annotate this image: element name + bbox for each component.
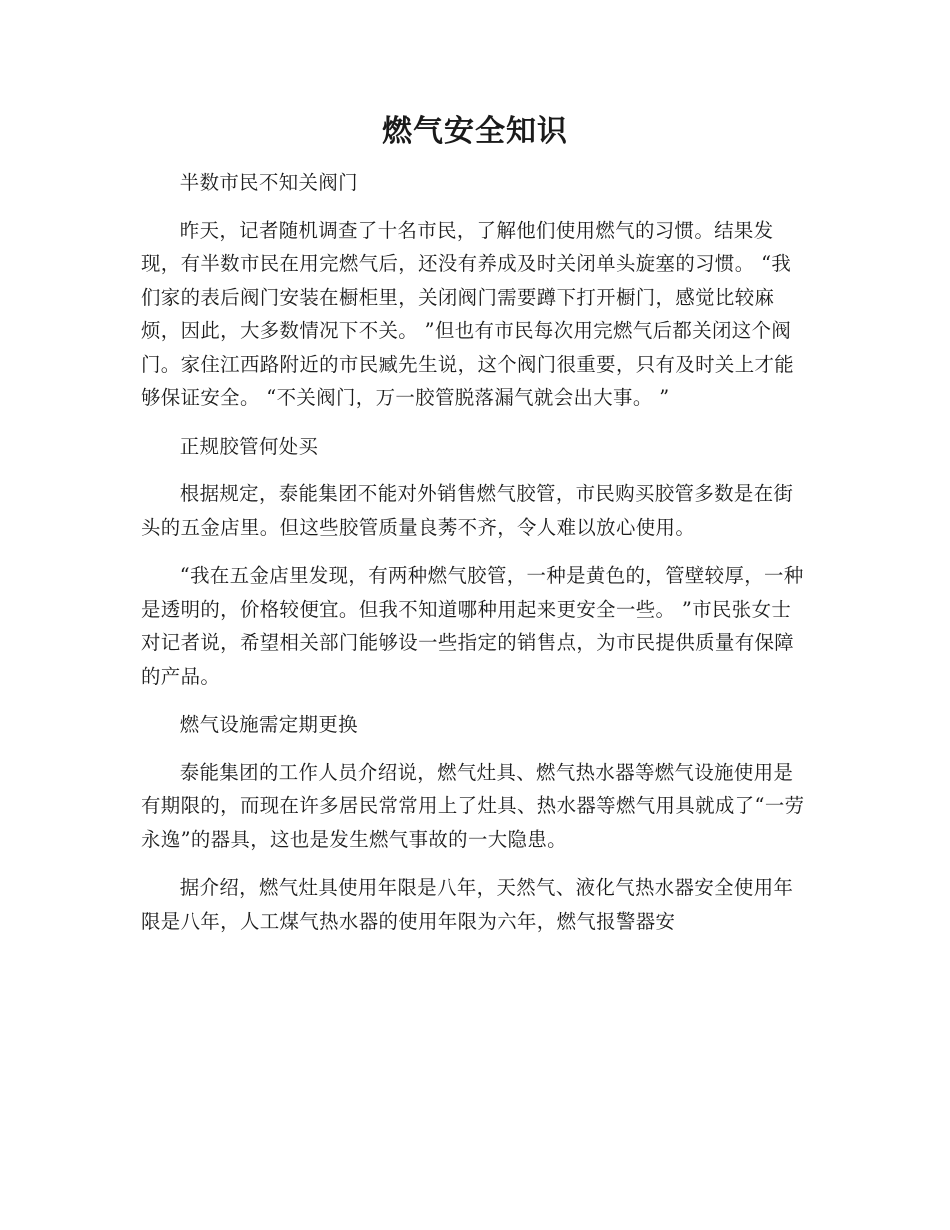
document-title: 燃气安全知识 [382, 114, 568, 149]
paragraph-hose-regulation: 根据规定，泰能集团不能对外销售燃气胶管，市民购买胶管多数是在街头的五金店里。但这些胶管质量良莠不齐，令人难以放心使用。 [141, 482, 794, 539]
paragraph-service-life: 据介绍，燃气灶具使用年限是八年，天然气、液化气热水器安全使用年限是八年，人工煤气热水器的使用年限为六年，燃气报警器安 [141, 876, 794, 933]
section-heading-valves: 半数市民不知关阀门 [179, 171, 358, 194]
section-heading-hoses: 正规胶管何处买 [179, 434, 319, 458]
document-body [141, 166, 806, 953]
paragraph-replacement: 泰能集团的工作人员介绍说，燃气灶具、燃气热水器等燃气设施使用是有期限的，而现在许多居民常常用上了灶具、热水器等燃气用具就成了“一劳永逸”的器具，这也是发生燃气事故的一大隐患。 [141, 760, 805, 851]
section-heading-replacement: 燃气设施需定期更换 [179, 713, 358, 736]
paragraph-survey: 昨天，记者随机调查了十名市民，了解他们使用燃气的习惯。结果发现，有半数市民在用完燃气后，还没有养成及时关闭单头旋塞的习惯。 “我们家的表后阀门安装在橱柜里，关闭阀门需要蹲下打开橱门，感觉比较麻烦，因此，大多数情况下不关。 ”但也有市民每次用完燃气后都关闭这个阀门。家住江西路附近的市民臧先生说，这个阀门很重要，只有及时关上才能够保证安全。 “不关阀门，万一胶管脱落漏气就会出大事。 ” [141, 218, 795, 409]
paragraph-hose-quote: “我在五金店里发现，有两种燃气胶管，一种是黄色的，管壁较厚，一种是透明的，价格较便宜。但我不知道哪种用起来更安全一些。 ”市民张女士对记者说，希望相关部门能够设一些指定的销售点，为市民提供质量有保障的产品。 [141, 564, 804, 688]
